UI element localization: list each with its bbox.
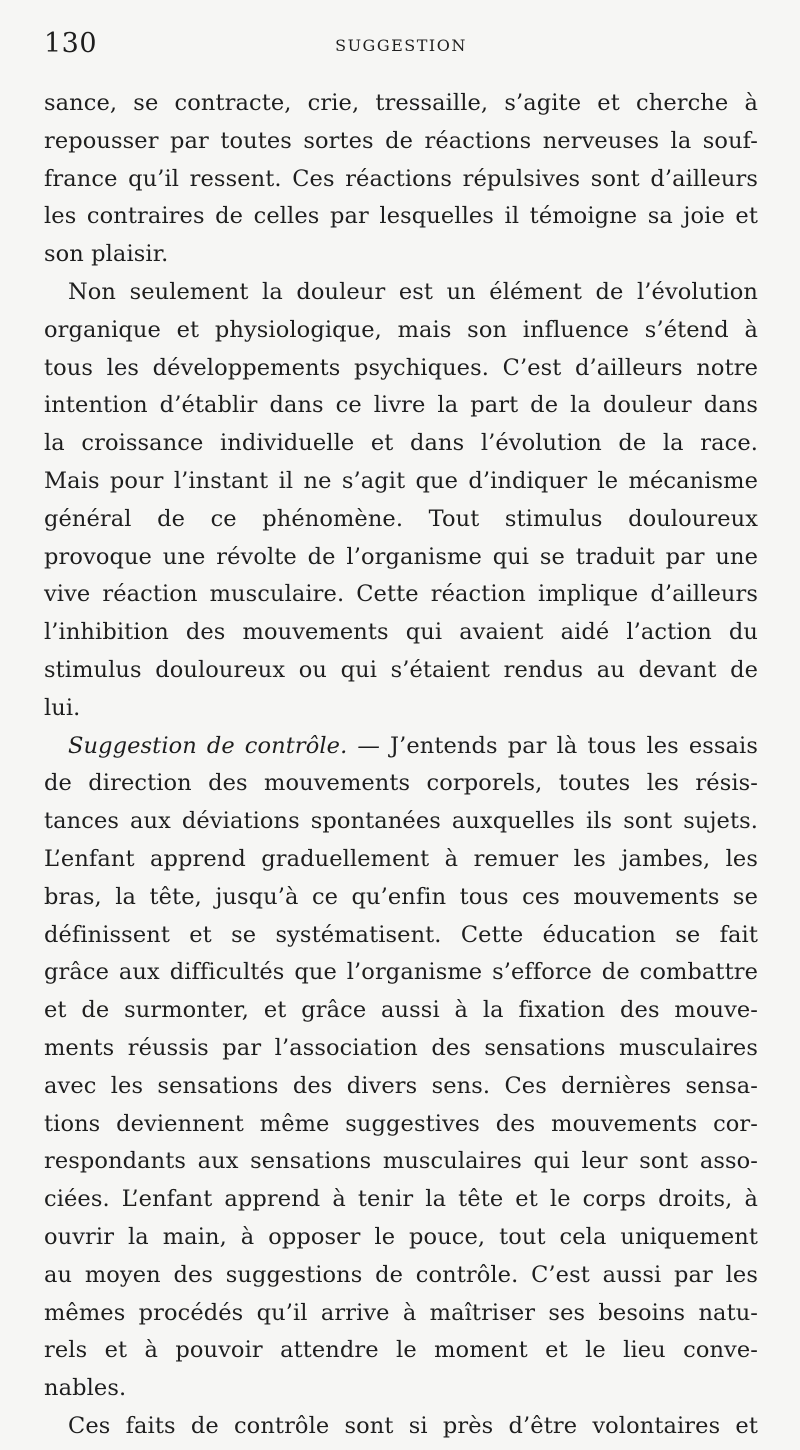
text-line: vive réaction musculaire. Cette réaction implique d’ailleurs [44,581,758,608]
running-title: SUGGESTION [335,36,467,55]
text-line: grâce aux difficultés que l’organisme s’efforce de combattre [44,959,758,986]
text-line: ciées. L’enfant apprend à tenir la tête et le corps droits, à [44,1186,758,1213]
text-line: provoque une révolte de l’organisme qui se traduit par une [44,543,758,570]
section-heading: Suggestion de contrôle. — [68,732,380,759]
text-line: repousser par toutes sortes de réactions nerveuses la souf- [44,127,758,154]
text-line: bras, la tête, jusqu’à ce qu’enfin tous ces mouvements se [44,883,758,910]
text-line: et de surmonter, et grâce aussi à la fixation des mouve- [44,997,758,1024]
text-line: tances aux déviations spontanées auxquelles ils sont sujets. [44,808,758,835]
body-text [44,85,758,1446]
text-line: tions deviennent même suggestives des mouvements cor- [44,1110,758,1137]
text-line: respondants aux sensations musculaires qui leur sont asso- [44,1148,758,1175]
text-line: mêmes procédés qu’il arrive à maîtriser ses besoins natu- [44,1299,758,1326]
text-line: ments réussis par l’association des sensations musculaires [44,1034,758,1061]
text-line: Mais pour l’instant il ne s’agit que d’indiquer le mécanisme [44,467,758,494]
text-line: rels et à pouvoir attendre le moment et le lieu conve- [44,1337,758,1364]
text-line: intention d’établir dans ce livre la part de la douleur dans [44,392,758,419]
text-line: les contraires de celles par lesquelles il témoigne sa joie et [44,203,758,230]
text-line: au moyen des suggestions de contrôle. C’est aussi par les [44,1261,758,1288]
section-line-text: J’entends par là tous les essais [390,732,758,759]
text-line: définissent et se systématisent. Cette éducation se fait [44,921,758,948]
section-first-line [44,728,758,766]
text-line: sance, se contracte, crie, tressaille, s’agite et cherche à [44,90,758,116]
text-line: tous les développements psychiques. C’est d’ailleurs notre [44,354,758,381]
text-line: l’inhibition des mouvements qui avaient aidé l’action du [44,619,758,646]
text-line: de direction des mouvements corporels, toutes les résis- [44,770,758,797]
text-line: Ces faits de contrôle sont si près d’être volontaires et [68,1412,758,1439]
text-line: général de ce phénomène. Tout stimulus douloureux [44,505,758,532]
text-line: nables. [44,1375,127,1402]
text-line: organique et physiologique, mais son influence s’étend à [44,316,758,343]
page-number: 130 [44,28,98,59]
text-line: L’enfant apprend graduellement à remuer les jambes, les [44,845,758,872]
text-line: son plaisir. [44,241,169,268]
text-line: lui. [44,694,81,721]
text-line: la croissance individuelle et dans l’évolution de la race. [44,430,758,457]
page-header [44,28,758,68]
text-line: stimulus douloureux ou qui s’étaient rendus au devant de [44,656,758,683]
text-line: ouvrir la main, à opposer le pouce, tout cela uniquement [44,1223,758,1250]
text-line: avec les sensations des divers sens. Ces dernières sensa- [44,1072,758,1099]
text-line: Non seulement la douleur est un élément de l’évolution [68,278,758,305]
text-line: france qu’il ressent. Ces réactions répulsives sont d’ailleurs [44,165,758,192]
